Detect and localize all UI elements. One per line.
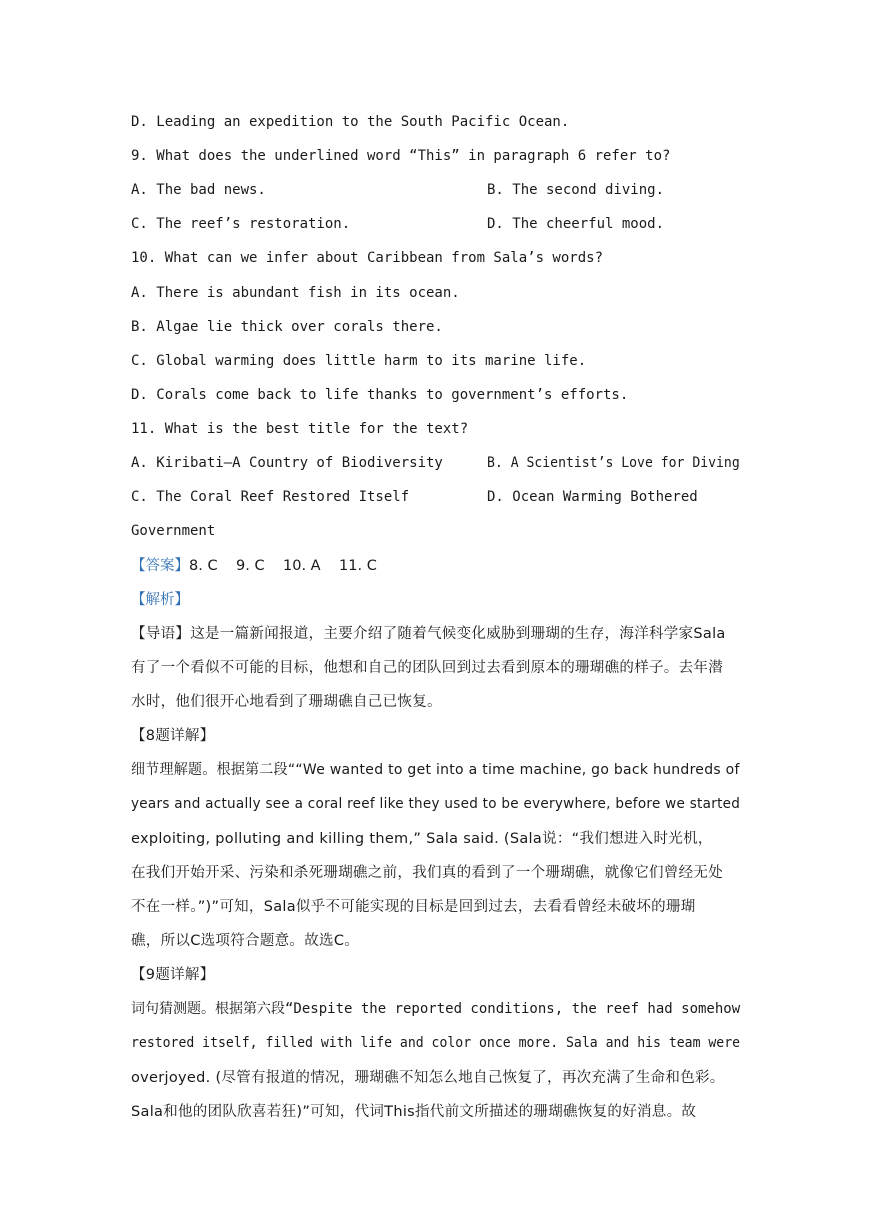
q9-option-b: B. The second diving. xyxy=(487,182,665,198)
q9-option-a: A. The bad news. xyxy=(131,182,266,198)
q11-option-d: D. Ocean Warming Bothered xyxy=(487,489,698,505)
q9-line-2: restored itself, filled with life and color once more. Sala and his team were xyxy=(131,1035,741,1051)
q11-option-b: B. A Scientist’s Love for Diving xyxy=(487,455,740,471)
intro-line-1: 【导语】这是一篇新闻报道，主要介绍了随着气候变化威胁到珊瑚的生存，海洋科学家Sala xyxy=(131,626,726,642)
q8-line-4: 在我们开始开采、污染和杀死珊瑚礁之前，我们真的看到了一个珊瑚礁，就像它们曾经无处 xyxy=(131,865,723,881)
q9-line-1: 词句猜测题。根据第六段“Despite the reported conditions, the reef had somehow xyxy=(131,1001,741,1017)
q11-option-a: A. Kiribati—A Country of Biodiversity xyxy=(131,455,443,471)
q10-stem: 10. What can we infer about Caribbean from Sala’s words? xyxy=(131,250,604,266)
q9-option-c: C. The reef’s restoration. xyxy=(131,216,351,232)
analysis-label: 【解析】 xyxy=(131,592,189,608)
q10-option-c: C. Global warming does little harm to its marine life. xyxy=(131,353,587,369)
q8-heading: 【8题详解】 xyxy=(131,728,215,744)
answer-values: 8. C 9. C 10. A 11. C xyxy=(189,558,377,574)
q11-stem: 11. What is the best title for the text? xyxy=(131,421,469,437)
q9-line-4: Sala和他的团队欣喜若狂)”可知，代词This指代前文所描述的珊瑚礁恢复的好消息。故 xyxy=(131,1104,697,1120)
q11-option-d-continued: Government xyxy=(131,523,216,539)
answer-line xyxy=(131,556,377,576)
intro-line-2: 有了一个看似不可能的目标，他想和自己的团队回到过去看到原本的珊瑚礁的样子。去年潜 xyxy=(131,660,723,676)
q8-line-1: 细节理解题。根据第二段““We wanted to get into a time machine, go back hundreds of xyxy=(131,762,740,778)
answer-label: 【答案】 xyxy=(131,558,189,574)
q8-line-6: 礁，所以C选项符合题意。故选C。 xyxy=(131,933,360,949)
q10-option-a: A. There is abundant fish in its ocean. xyxy=(131,285,460,301)
q11-option-c: C. The Coral Reef Restored Itself xyxy=(131,489,410,505)
q8-option-d: D. Leading an expedition to the South Pacific Ocean. xyxy=(131,114,570,130)
q9-heading: 【9题详解】 xyxy=(131,967,215,983)
q9-line-3: overjoyed. (尽管有报道的情况，珊瑚礁不知怎么地自己恢复了，再次充满了生命和色彩。 xyxy=(131,1070,725,1086)
q9-option-d: D. The cheerful mood. xyxy=(487,216,665,232)
q8-line-2: years and actually see a coral reef like they used to be everywhere, before we started xyxy=(131,796,741,812)
intro-line-3: 水时，他们很开心地看到了珊瑚礁自己已恢复。 xyxy=(131,694,442,710)
q10-option-d: D. Corals come back to life thanks to government’s efforts. xyxy=(131,387,629,403)
q8-line-5: 不在一样。”)”可知，Sala似乎不可能实现的目标是回到过去，去看看曾经未破坏的珊瑚 xyxy=(131,899,696,915)
q9-stem: 9. What does the underlined word “This” in paragraph 6 refer to? xyxy=(131,148,671,164)
q8-line-3: exploiting, polluting and killing them,” Sala said. (Sala说：“我们想进入时光机， xyxy=(131,831,713,847)
q10-option-b: B. Algae lie thick over corals there. xyxy=(131,319,443,335)
